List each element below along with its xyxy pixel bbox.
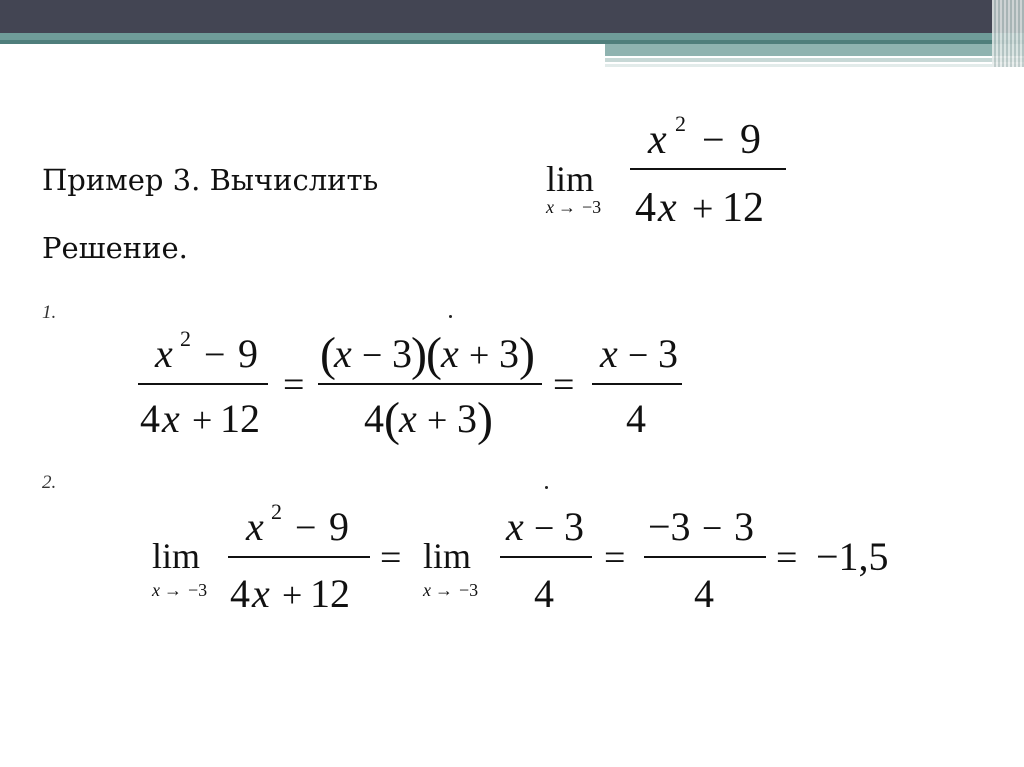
step-1-dot xyxy=(449,315,452,318)
s2-lim-2-sub-value: −3 xyxy=(459,580,479,600)
solution-heading: Решение. xyxy=(42,231,188,265)
header-band-teal xyxy=(0,33,1024,40)
header-accent-band xyxy=(605,44,1024,56)
s2-lim-1: lim xyxy=(152,536,201,576)
s2-result: −1,5 xyxy=(816,534,889,579)
s1-den-x: x xyxy=(162,396,180,441)
s2-num-x: x xyxy=(246,504,264,549)
s1-three-2: 3 xyxy=(499,331,519,376)
step-2-dot xyxy=(545,486,548,489)
s1-plus-1: + xyxy=(469,335,490,375)
s2-lim-2-sub-var: x xyxy=(423,580,431,600)
lim-sub-arrow: → xyxy=(558,197,576,217)
s2-num-exponent: 2 xyxy=(271,499,282,524)
s1-plus-2: + xyxy=(427,400,448,440)
lim-word: lim xyxy=(546,159,595,199)
lim-sub-var: x xyxy=(546,197,554,217)
step-2-label: 2. xyxy=(42,472,57,493)
s2-den-twelve: 12 xyxy=(310,571,350,616)
s1-x-1: x xyxy=(334,331,352,376)
s1-three-3: 3 xyxy=(457,396,477,441)
s2-equals-3: = xyxy=(776,537,798,579)
numerator-minus: − xyxy=(702,117,725,162)
s1-num-exponent: 2 xyxy=(180,326,191,351)
s2-lim-2: lim xyxy=(423,536,472,576)
s1-den-plus: + xyxy=(192,400,213,440)
s1-x-4: x xyxy=(600,331,618,376)
s2-lim-1-sub-value: −3 xyxy=(188,580,208,600)
step-1-label: 1. xyxy=(42,302,57,323)
s1-num-minus: − xyxy=(204,334,226,376)
step-1-formula xyxy=(130,322,690,452)
s1-paren-close-1: ) xyxy=(411,328,427,381)
denominator-x: x xyxy=(658,185,677,231)
numerator-nine: 9 xyxy=(740,117,761,163)
step-2-formula xyxy=(148,498,908,623)
s2-den-four: 4 xyxy=(230,571,250,616)
s1-paren-open-2: ( xyxy=(426,328,442,381)
s1-three-1: 3 xyxy=(392,331,412,376)
s1-paren-open-3: ( xyxy=(384,393,400,446)
s2-den-x: x xyxy=(252,571,270,616)
s1-minus-1: − xyxy=(362,335,383,375)
s2-lim-1-sub-var: x xyxy=(152,580,160,600)
numerator-x: x xyxy=(648,117,667,163)
denominator-four: 4 xyxy=(635,185,656,231)
s2-lim-2-sub-arrow: → xyxy=(435,580,453,600)
s2-num-nine: 9 xyxy=(329,504,349,549)
example-heading: Пример 3. Вычислить xyxy=(42,163,379,197)
s2-neg-three: −3 xyxy=(648,504,691,549)
s1-three-4: 3 xyxy=(658,331,678,376)
s1-den-twelve: 12 xyxy=(220,396,260,441)
s1-equals-1: = xyxy=(283,364,305,406)
s1-den-four-3: 4 xyxy=(626,396,646,441)
s2-x-1: x xyxy=(506,504,524,549)
problem-formula xyxy=(540,108,800,238)
s1-paren-close-2: ) xyxy=(519,328,535,381)
s2-minus-1: − xyxy=(534,508,555,548)
header-band-dark xyxy=(0,0,1024,33)
s2-num-minus: − xyxy=(295,507,317,549)
s1-x-3: x xyxy=(399,396,417,441)
header-accent-band-light xyxy=(605,58,1024,62)
s2-equals-2: = xyxy=(604,537,626,579)
s1-num-x: x xyxy=(155,331,173,376)
s1-minus-2: − xyxy=(628,335,649,375)
s2-three-1: 3 xyxy=(564,504,584,549)
s2-den-four-2: 4 xyxy=(534,571,554,616)
denominator-twelve: 12 xyxy=(722,185,764,231)
s1-x-2: x xyxy=(441,331,459,376)
s2-minus-2: − xyxy=(702,508,723,548)
s2-lim-1-sub-arrow: → xyxy=(164,580,182,600)
s2-den-four-3: 4 xyxy=(694,571,714,616)
s1-den-four: 4 xyxy=(140,396,160,441)
s1-equals-2: = xyxy=(553,364,575,406)
numerator-exponent: 2 xyxy=(675,111,686,136)
s1-num-nine: 9 xyxy=(238,331,258,376)
header-accent-band-faint xyxy=(605,64,1024,67)
s1-paren-close-3: ) xyxy=(477,393,493,446)
lim-sub-value: −3 xyxy=(582,197,602,217)
s1-paren-open-1: ( xyxy=(320,328,336,381)
s2-equals-1: = xyxy=(380,537,402,579)
s2-den-plus: + xyxy=(282,575,303,615)
s1-den-four-2: 4 xyxy=(364,396,384,441)
header-right-strip xyxy=(992,0,1024,67)
s2-three-2: 3 xyxy=(734,504,754,549)
denominator-plus: + xyxy=(692,188,714,230)
